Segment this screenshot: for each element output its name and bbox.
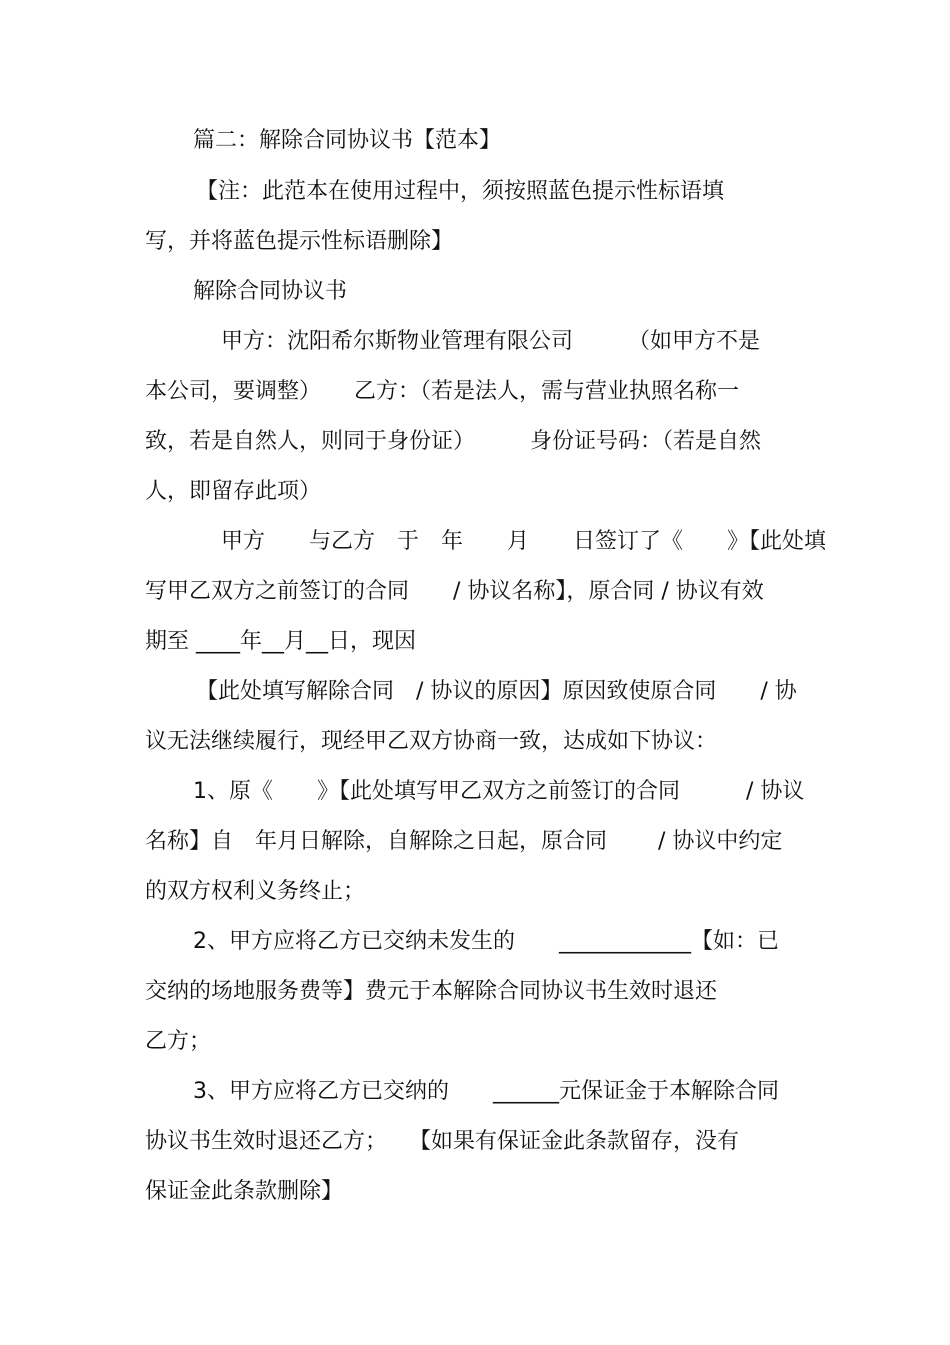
reason-line-1: 【此处填写解除合同 / 协议的原因】原因致使原合同 / 协: [196, 679, 797, 704]
clause-1-line-1: 1、原《 》【此处填写甲乙双方之前签订的合同 / 协议: [193, 779, 805, 804]
intro-line-3: 期至 ____年__月__日，现因: [145, 629, 416, 654]
agreement-title: 解除合同协议书: [193, 279, 348, 304]
party-line-4: 人，即留存此项）: [145, 479, 322, 504]
party-line-3: 致，若是自然人，则同于身份证） 身份证号码：（若是自然: [145, 429, 762, 454]
clause-1-line-2: 名称】自 年月日解除，自解除之日起，原合同 / 协议中约定: [145, 829, 783, 854]
clause-2-line-1: 2、甲方应将乙方已交纳未发生的 ____________【如：已: [193, 929, 779, 954]
intro-line-2: 写甲乙双方之前签订的合同 / 协议名称】，原合同 / 协议有效: [145, 579, 764, 604]
clause-1-line-3: 的双方权利义务终止；: [145, 879, 366, 904]
party-line-2: 本公司，要调整） 乙方：（若是法人，需与营业执照名称一: [145, 379, 740, 404]
clause-3-line-2: 协议书生效时退还乙方； 【如果有保证金此条款留存，没有: [145, 1129, 740, 1154]
clause-3-line-3: 保证金此条款删除】: [145, 1179, 344, 1204]
note-line-2: 写，并将蓝色提示性标语删除】: [145, 229, 454, 254]
party-line-1: 甲方：沈阳希尔斯物业管理有限公司 （如甲方不是: [221, 329, 761, 354]
reason-line-2: 议无法继续履行，现经甲乙双方协商一致，达成如下协议：: [145, 729, 718, 754]
note-line-1: 【注：此范本在使用过程中，须按照蓝色提示性标语填: [196, 179, 725, 204]
clause-3-line-1: 3、甲方应将乙方已交纳的 ______元保证金于本解除合同: [193, 1079, 779, 1104]
clause-2-line-3: 乙方；: [145, 1029, 212, 1054]
clause-2-line-2: 交纳的场地服务费等】费元于本解除合同协议书生效时退还: [145, 979, 718, 1004]
intro-line-1: 甲方 与乙方 于 年 月 日签订了《 》【此处填: [221, 529, 827, 554]
section-title: 篇二：解除合同协议书【范本】: [193, 128, 502, 153]
